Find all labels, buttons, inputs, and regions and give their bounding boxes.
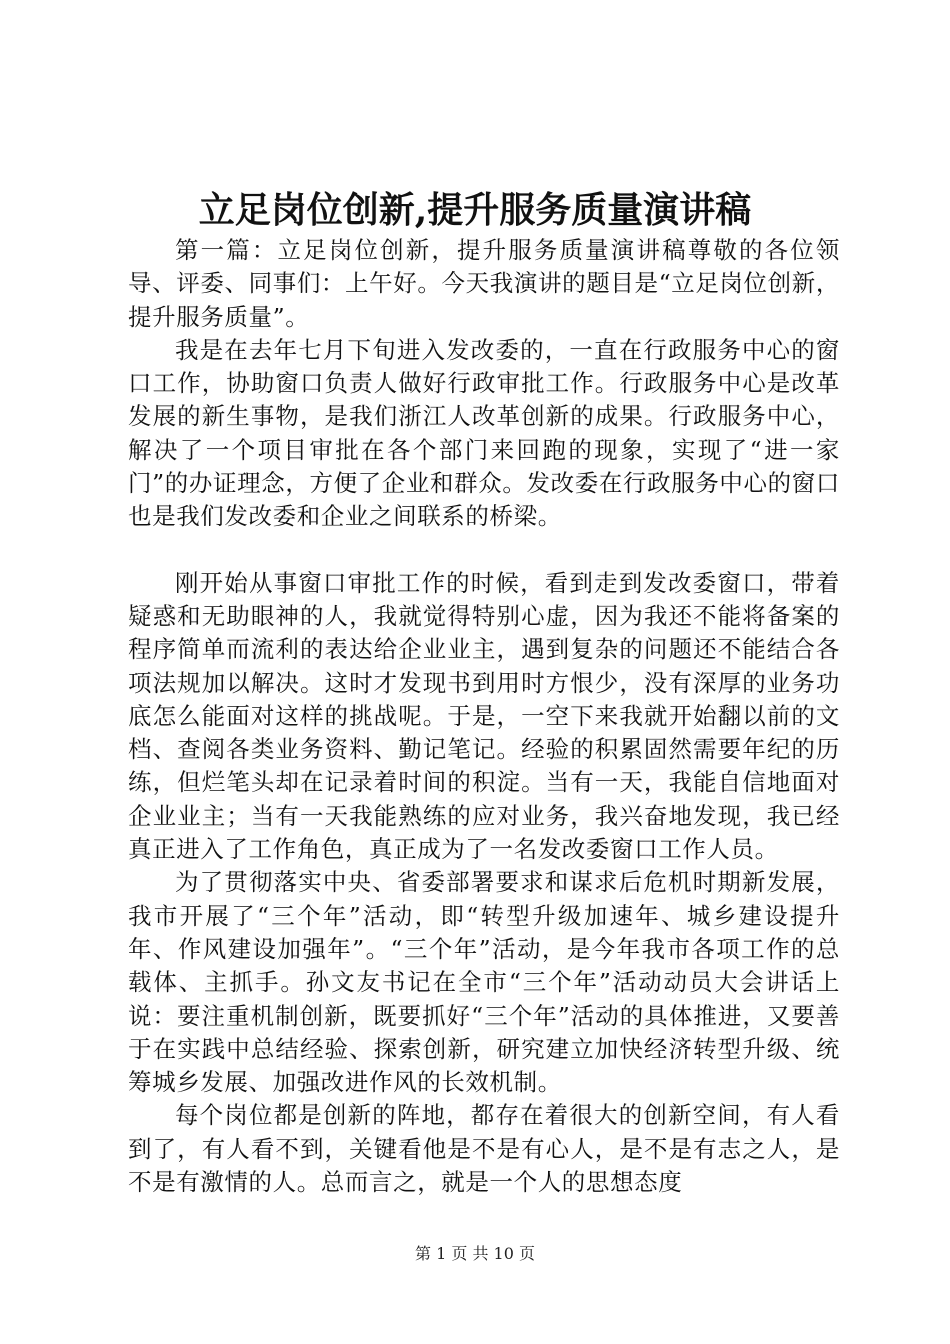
paragraph-2: 我是在去年七月下旬进入发改委的，一直在行政服务中心的窗口工作，协助窗口负责人做好行政审批工作。行政服务中心是改革发展的新生事物，是我们浙江人改革创新的成果。行政服务中心，解决了一个项目审批在各个部门来回跑的现象，实现了“进一家门”的办证理念，方便了企业和群众。发改委在行政服务中心的窗口也是我们发改委和企业之间联系的桥梁。 (128, 335, 840, 531)
page-footer: 第 1 页 共 10 页 (415, 1244, 535, 1263)
document-title: 立足岗位创新,提升服务质量演讲稿 (198, 189, 752, 231)
paragraph-5: 每个岗位都是创新的阵地，都存在着很大的创新空间，有人看到了，有人看不到，关键看他是不是有心人，是不是有志之人，是不是有激情的人。总而言之，就是一个人的思想态度 (128, 1101, 840, 1197)
paragraph-1: 第一篇：立足岗位创新，提升服务质量演讲稿尊敬的各位领导、评委、同事们：上午好。今天我演讲的题目是“立足岗位创新，提升服务质量”。 (128, 236, 840, 331)
paragraph-4: 为了贯彻落实中央、省委部署要求和谋求后危机时期新发展，我市开展了“三个年”活动，即“转型升级加速年、城乡建设提升年、作风建设加强年”。“三个年”活动，是今年我市各项工作的总载体、主抓手。孙文友书记在全市“三个年”活动动员大会讲话上说：要注重机制创新，既要抓好“三个年”活动的具体推进，又要善于在实践中总结经验、探索创新，研究建立加快经济转型升级、统筹城乡发展、加强改进作风的长效机制。 (128, 868, 840, 1097)
document-body (128, 234, 840, 1199)
paragraph-3: 刚开始从事窗口审批工作的时候，看到走到发改委窗口，带着疑惑和无助眼神的人，我就觉得特别心虚，因为我还不能将备案的程序简单而流利的表达给企业业主，遇到复杂的问题还不能结合各项法规加以解决。这时才发现书到用时方恨少，没有深厚的业务功底怎么能面对这样的挑战呢。于是，一空下来我就开始翻以前的文档、查阅各类业务资料、勤记笔记。经验的积累固然需要年纪的历练，但烂笔头却在记录着时间的积淀。当有一天，我能自信地面对企业业主；当有一天我能熟练的应对业务，我兴奋地发现，我已经真正进入了工作角色，真正成为了一名发改委窗口工作人员。 (128, 568, 840, 864)
